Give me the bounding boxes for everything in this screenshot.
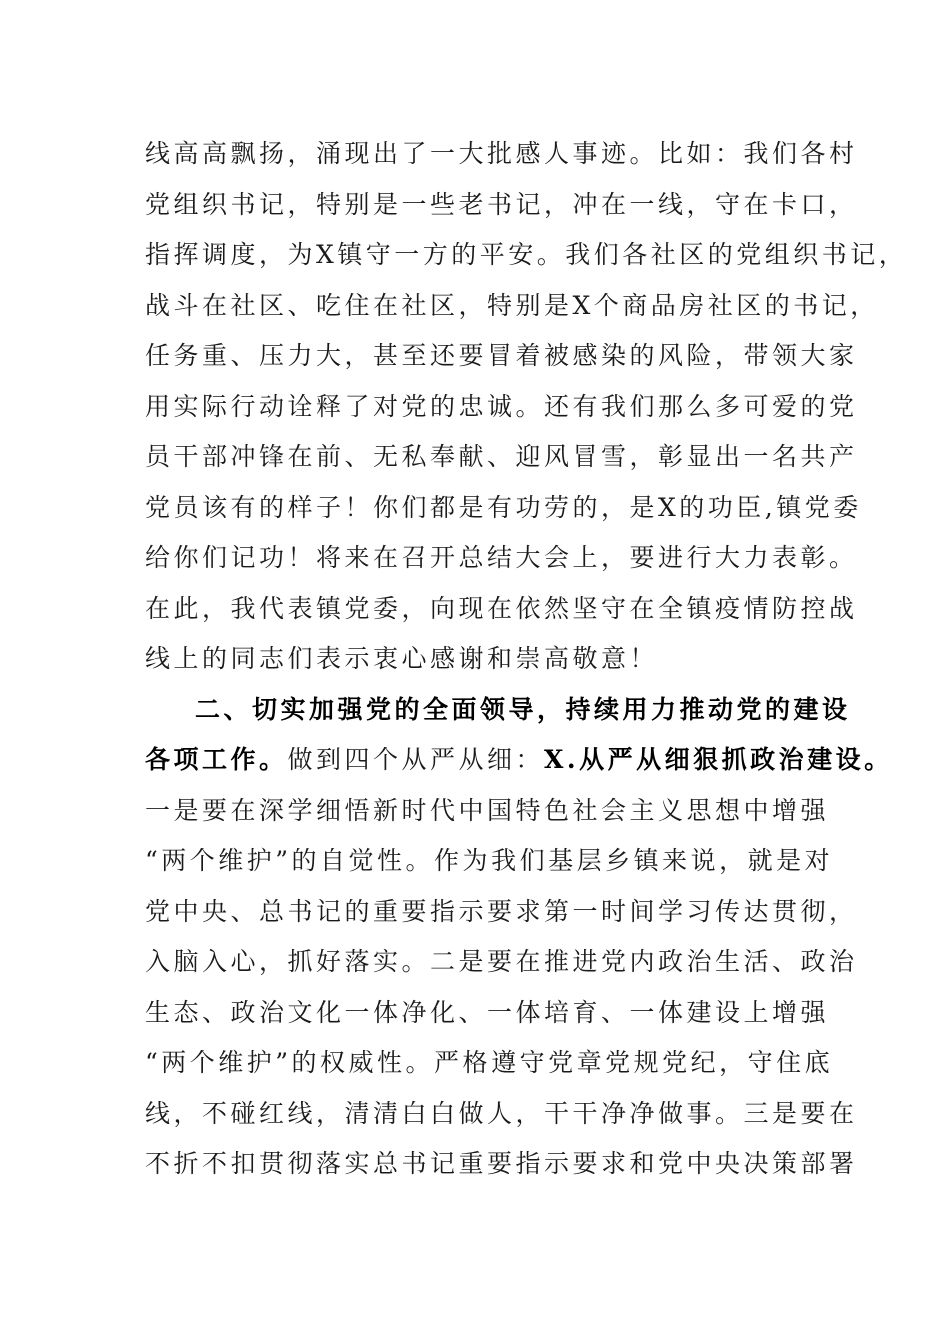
text-segment: 任务重、压力大，甚至还要冒着被感染的风险，带领大家 (145, 341, 858, 370)
text-line (145, 134, 858, 174)
text-segment: 用实际行动诠释了对党的忠诚。还有我们那么多可爱的党 (145, 392, 858, 421)
text-line (145, 1094, 858, 1134)
bold-text: 二、切实加强党的全面领导，持续用力推动党的建设 (195, 695, 851, 724)
text-line (145, 286, 879, 326)
text-segment: 线上的同志们表示衷心感谢和崇高敬意！ (145, 644, 659, 673)
text-line (145, 740, 893, 780)
text-line (145, 488, 862, 528)
text-segment: 党中央、总书记的重要指示要求第一时间学习传达贯彻， (145, 897, 858, 926)
text-line (145, 942, 858, 982)
text-line (145, 993, 829, 1033)
text-line (145, 538, 858, 578)
text-line (145, 1144, 858, 1184)
text-segment: 指挥调度，为X镇守一方的平安。我们各社区的党组织书记， (145, 240, 908, 269)
bold-text: 各项工作。 (145, 745, 288, 774)
text-segment: 不折不扣贯彻落实总书记重要指示要求和党中央决策部署 (145, 1149, 858, 1178)
text-line (145, 336, 858, 376)
text-line (195, 690, 851, 730)
text-line (145, 185, 858, 225)
bold-text: X.从严从细狠抓政治建设。 (544, 745, 893, 774)
text-segment: 入脑入心，抓好落实。二是要在推进党内政治生活、政治 (145, 947, 858, 976)
text-segment: 在此，我代表镇党委，向现在依然坚守在全镇疫情防控战 (145, 594, 858, 623)
text-segment: 一是要在深学细悟新时代中国特色社会主义思想中增强 (145, 796, 830, 825)
text-segment: 做到四个从严从细： (287, 745, 545, 774)
text-line (145, 892, 858, 932)
text-line (145, 589, 858, 629)
text-segment: 生态、政治文化一体净化、一体培育、一体建设上增强 (145, 998, 830, 1027)
text-line (145, 841, 833, 881)
text-line (145, 437, 858, 477)
text-segment: 线，不碰红线，清清白白做人，干干净净做事。三是要在 (145, 1099, 858, 1128)
text-line (145, 235, 907, 275)
text-line (145, 791, 829, 831)
text-segment: 党员该有的样子！你们都是有功劳的，是X的功臣,镇党委 (145, 493, 862, 522)
text-segment: “两个维护”的权威性。严格遵守党章党规党纪，守住底 (145, 1048, 834, 1077)
text-line (145, 639, 658, 679)
text-segment: “两个维护”的自觉性。作为我们基层乡镇来说，就是对 (145, 846, 834, 875)
text-segment: 战斗在社区、吃住在社区，特别是X个商品房社区的书记， (145, 291, 879, 320)
text-line (145, 387, 858, 427)
text-segment: 党组织书记，特别是一些老书记，冲在一线，守在卡口， (145, 190, 858, 219)
text-segment: 给你们记功！将来在召开总结大会上，要进行大力表彰。 (145, 543, 858, 572)
text-line (145, 1043, 833, 1083)
text-segment: 员干部冲锋在前、无私奉献、迎风冒雪，彰显出一名共产 (145, 442, 858, 471)
text-segment: 线高高飘扬，涌现出了一大批感人事迹。比如：我们各村 (145, 139, 858, 168)
